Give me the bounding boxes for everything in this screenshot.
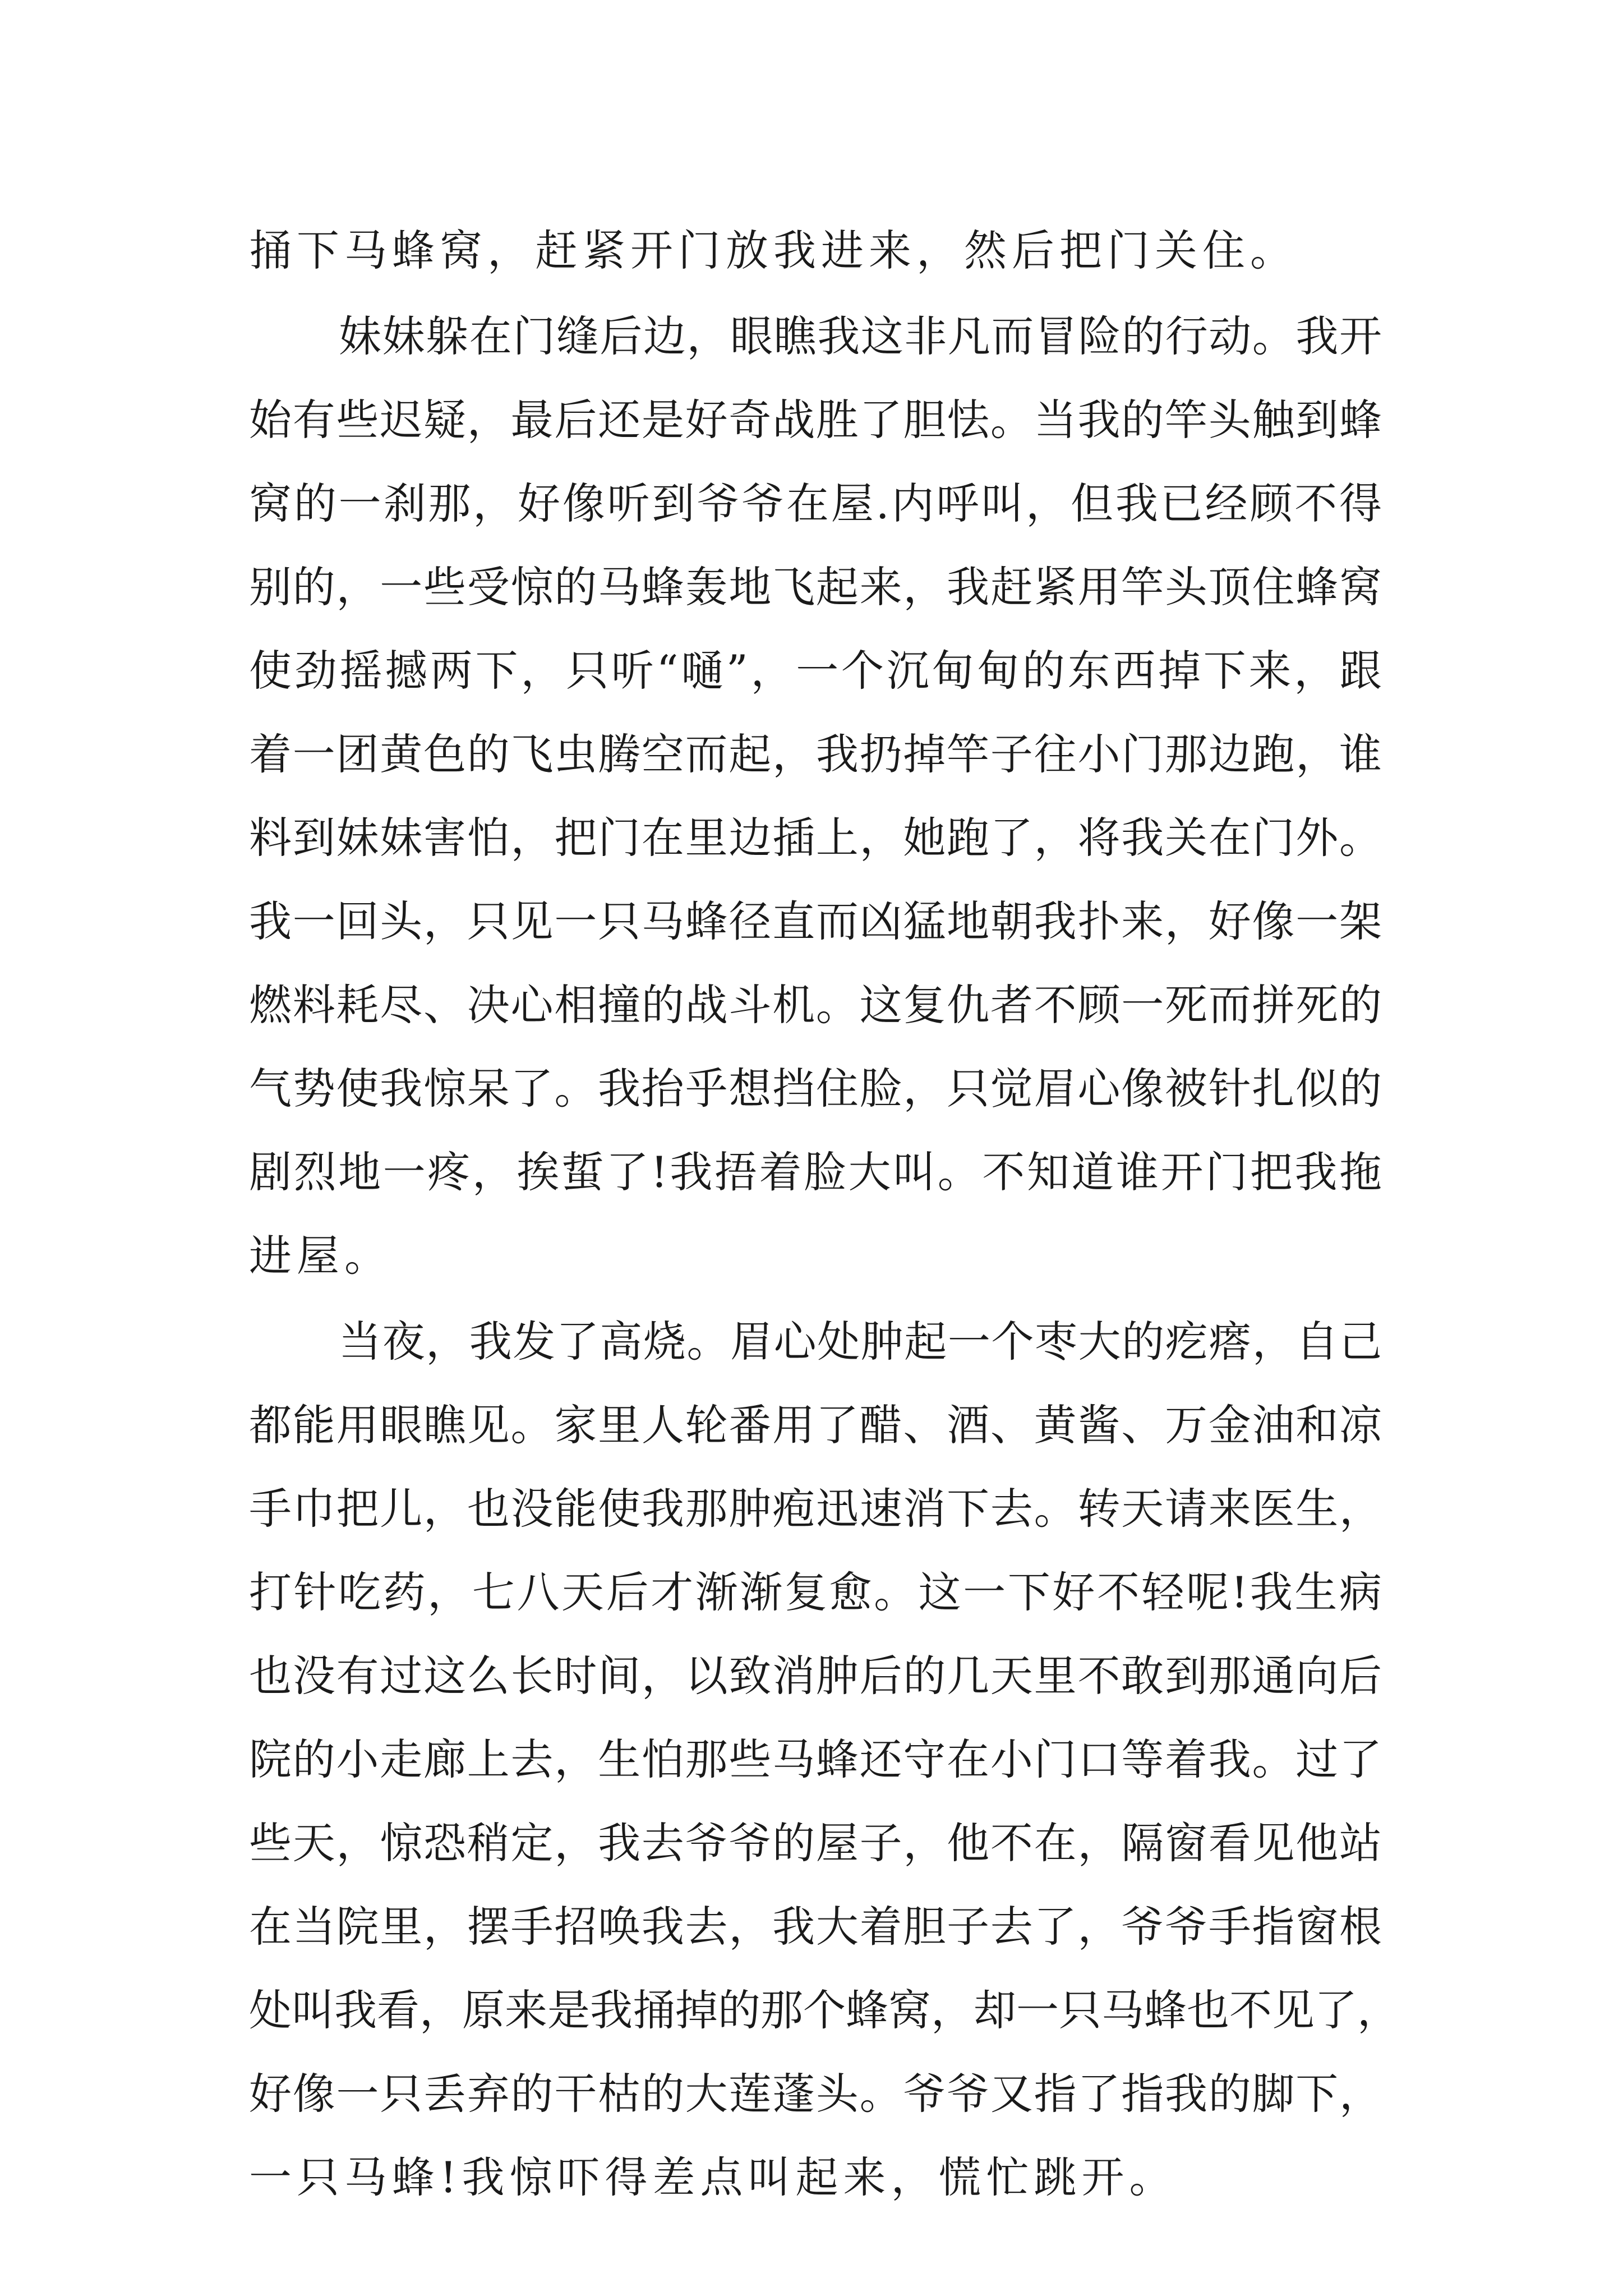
text-line: 当夜，我发了高烧。眉心处肿起一个枣大的疙瘩，自己 xyxy=(339,1317,1382,1366)
text-body xyxy=(249,209,1400,2219)
text-line: 处叫我看，原来是我捅掉的那个蜂窝，却一只马蜂也不见了， xyxy=(249,1985,1400,2035)
text-line: 手巾把儿，也没能使我那肿疱迅速消下去。转天请来医生， xyxy=(249,1484,1382,1534)
text-line: 剧烈地一疼，挨蜇了!我捂着脸大叫。不知道谁开门把我拖 xyxy=(249,1147,1382,1197)
text-line: 捅下马蜂窝，赶紧开门放我进来，然后把门关住。 xyxy=(249,226,1298,275)
text-line: 料到妹妹害怕，把门在里边插上，她跑了，将我关在门外。 xyxy=(249,813,1382,863)
text-line: 进屋。 xyxy=(249,1231,392,1281)
text-line: 些天，惊恐稍定，我去爷爷的屋子，他不在，隔窗看见他站 xyxy=(249,1818,1382,1868)
text-line: 别的，一些受惊的马蜂轰地飞起来，我赶紧用竿头顶住蜂窝 xyxy=(249,562,1382,612)
text-line: 打针吃药，七八天后才渐渐复愈。这一下好不轻呢!我生病 xyxy=(249,1567,1382,1617)
text-line: 都能用眼瞧见。家里人轮番用了醋、酒、黄酱、万金油和凉 xyxy=(249,1400,1382,1450)
text-line: 院的小走廊上去，生怕那些马蜂还守在小门口等着我。过了 xyxy=(249,1734,1382,1784)
text-line: 妹妹躲在门缝后边，眼瞧我这非凡而冒险的行动。我开 xyxy=(339,311,1382,361)
text-line: 燃料耗尽、决心相撞的战斗机。这复仇者不顾一死而拼死的 xyxy=(249,980,1382,1030)
text-line: 也没有过这么长时间，以致消肿后的几天里不敢到那通向后 xyxy=(249,1651,1382,1701)
text-line: 气势使我惊呆了。我抬乎想挡住脸，只觉眉心像被针扎似的 xyxy=(249,1064,1382,1114)
text-line: 一只马蜂!我惊吓得差点叫起来，慌忙跳开。 xyxy=(249,2152,1177,2202)
text-line: 在当院里，摆手招唤我去，我大着胆子去了，爷爷手指窗根 xyxy=(249,1902,1382,1952)
text-line: 好像一只丢弃的干枯的大莲蓬头。爷爷又指了指我的脚下， xyxy=(249,2069,1382,2119)
text-line: 我一回头，只见一只马蜂径直而凶猛地朝我扑来，好像一架 xyxy=(249,896,1382,946)
text-line: 窝的一刹那，好像听到爷爷在屋.内呼叫，但我已经顾不得 xyxy=(249,478,1382,528)
text-line: 着一团黄色的飞虫腾空而起，我扔掉竿子往小门那边跑，谁 xyxy=(249,729,1382,779)
text-line: 始有些迟疑，最后还是好奇战胜了胆怯。当我的竿头触到蜂 xyxy=(249,395,1382,445)
text-line: 使劲摇撼两下，只听“嗵”，一个沉甸甸的东西掉下来，跟 xyxy=(249,646,1382,696)
